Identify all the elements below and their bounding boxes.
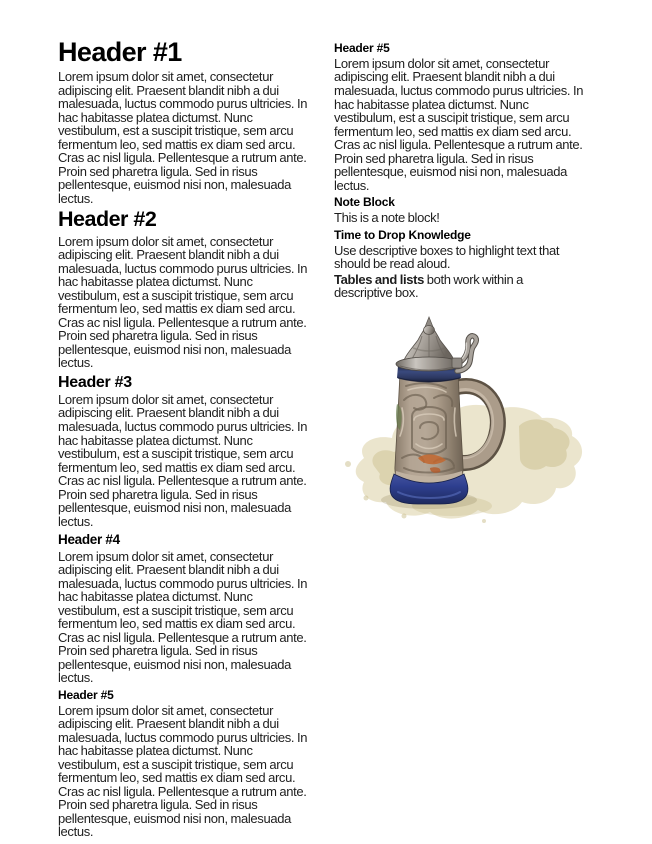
note-block-text: This is a note block!	[334, 210, 440, 226]
beer-stein-image	[334, 316, 584, 531]
paragraph-under-header-4: Lorem ipsum dolor sit amet, consectetur adipiscing elit. Praesent blandit nibh a dui malesuada, luctus commodo purus ultricies. In hac habitasse platea dictumst. Nunc vestibulum, est a suscipit tristique, sem arcu fermentum leo, sed mattis ex diam sed arcu. Cras ac nisl ligula. Pellentesque a rutrum ante. Proin sed pharetra ligula. Sed in risus pellentesque, euismod nisi non, malesuada lectus.	[58, 548, 308, 686]
paragraph-under-header-2: Lorem ipsum dolor sit amet, consectetur adipiscing elit. Praesent blandit nibh a dui malesuada, luctus commodo purus ultricies. In hac habitasse platea dictumst. Nunc vestibulum, est a suscipit tristique, sem arcu fermentum leo, sed mattis ex diam sed arcu. Cras ac nisl ligula. Pellentesque a rutrum ante. Proin sed pharetra ligula. Sed in risus pellentesque, euismod nisi non, malesuada lectus.	[58, 233, 308, 371]
paragraph-under-header-3: Lorem ipsum dolor sit amet, consectetur adipiscing elit. Praesent blandit nibh a dui malesuada, luctus commodo purus ultricies. In hac habitasse platea dictumst. Nunc vestibulum, est a suscipit tristique, sem arcu fermentum leo, sed mattis ex diam sed arcu. Cras ac nisl ligula. Pellentesque a rutrum ante. Proin sed pharetra ligula. Sed in risus pellentesque, euismod nisi non, malesuada lectus.	[58, 391, 308, 529]
header-5-right: Header #5	[334, 41, 390, 55]
header-5-left: Header #5	[58, 687, 114, 702]
tables-and-lists-rest: both work within a descriptive box.	[334, 271, 523, 301]
knowledge-block-title: Time to Drop Knowledge	[334, 227, 471, 242]
column-right	[334, 38, 584, 841]
paragraph-under-header-5-left: Lorem ipsum dolor sit amet, consectetur adipiscing elit. Praesent blandit nibh a dui malesuada, luctus commodo purus ultricies. In hac habitasse platea dictumst. Nunc vestibulum, est a suscipit tristique, sem arcu fermentum leo, sed mattis ex diam sed arcu. Cras ac nisl ligula. Pellentesque a rutrum ante. Proin sed pharetra ligula. Sed in risus pellentesque, euismod nisi non, malesuada lectus.	[58, 702, 308, 840]
thumb-lever	[452, 335, 476, 370]
header-4: Header #4	[58, 532, 120, 548]
two-column-layout	[58, 38, 584, 841]
column-left	[58, 38, 308, 841]
note-block-title: Note Block	[334, 195, 395, 210]
header-3: Header #3	[58, 373, 132, 391]
stein-body	[395, 372, 463, 484]
tables-and-lists-paragraph	[334, 273, 584, 300]
tables-and-lists-bold: Tables and lists	[334, 271, 424, 287]
header-2: Header #2	[58, 207, 157, 232]
paragraph-under-header-1: Lorem ipsum dolor sit amet, consectetur adipiscing elit. Praesent blandit nibh a dui malesuada, luctus commodo purus ultricies. In hac habitasse platea dictumst. Nunc vestibulum, est a suscipit tristique, sem arcu fermentum leo, sed mattis ex diam sed arcu. Cras ac nisl ligula. Pellentesque a rutrum ante. Proin sed pharetra ligula. Sed in risus pellentesque, euismod nisi non, malesuada lectus.	[58, 69, 308, 206]
header-1: Header #1	[58, 37, 182, 67]
paragraph-under-header-5-right: Lorem ipsum dolor sit amet, consectetur adipiscing elit. Praesent blandit nibh a dui malesuada, luctus commodo purus ultricies. In hac habitasse platea dictumst. Nunc vestibulum, est a suscipit tristique, sem arcu fermentum leo, sed mattis ex diam sed arcu. Cras ac nisl ligula. Pellentesque a rutrum ante. Proin sed pharetra ligula. Sed in risus pellentesque, euismod nisi non, malesuada lectus.	[334, 55, 584, 193]
stein-figure	[334, 316, 584, 531]
knowledge-block-text: Use descriptive boxes to highlight text that should be read aloud.	[334, 242, 560, 272]
